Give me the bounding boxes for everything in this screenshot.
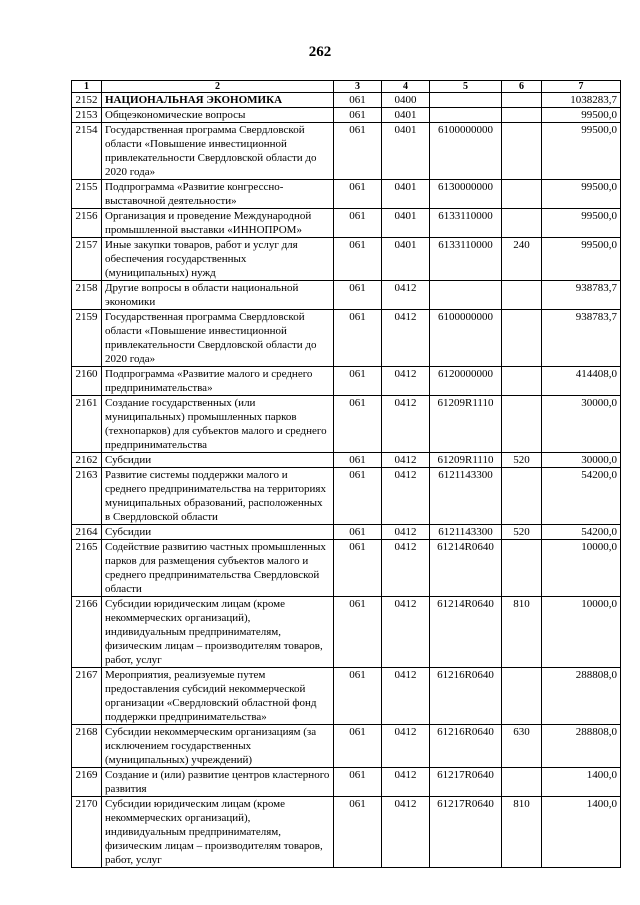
row-target-article: 6133110000 <box>430 209 502 238</box>
row-name: Субсидии <box>102 453 334 468</box>
row-expense-type: 520 <box>502 453 542 468</box>
row-number: 2160 <box>72 367 102 396</box>
row-expense-type <box>502 310 542 367</box>
row-amount: 54200,0 <box>542 468 621 525</box>
row-grbs: 061 <box>334 668 382 725</box>
row-target-article: 61209R1110 <box>430 396 502 453</box>
row-grbs: 061 <box>334 367 382 396</box>
row-number: 2153 <box>72 108 102 123</box>
row-name: Субсидии юридическим лицам (кроме некоммерческих организаций), индивидуальным предпринимателям, физическим лицам – производителям товаров, работ, услуг <box>102 597 334 668</box>
column-header: 7 <box>542 81 621 93</box>
row-amount: 1400,0 <box>542 797 621 868</box>
table-row <box>72 238 621 281</box>
row-name: Подпрограмма «Развитие малого и среднего предпринимательства» <box>102 367 334 396</box>
row-target-article: 6133110000 <box>430 238 502 281</box>
row-name: Иные закупки товаров, работ и услуг для обеспечения государственных (муниципальных) нужд <box>102 238 334 281</box>
row-grbs: 061 <box>334 238 382 281</box>
table-row <box>72 93 621 108</box>
row-grbs: 061 <box>334 209 382 238</box>
row-number: 2167 <box>72 668 102 725</box>
row-amount: 99500,0 <box>542 180 621 209</box>
row-target-article: 61217R0640 <box>430 797 502 868</box>
row-section: 0401 <box>382 108 430 123</box>
row-amount: 414408,0 <box>542 367 621 396</box>
row-amount: 938783,7 <box>542 281 621 310</box>
row-target-article: 6100000000 <box>430 123 502 180</box>
row-expense-type <box>502 396 542 453</box>
row-target-article: 61214R0640 <box>430 540 502 597</box>
row-grbs: 061 <box>334 597 382 668</box>
row-section: 0412 <box>382 281 430 310</box>
row-number: 2154 <box>72 123 102 180</box>
row-expense-type <box>502 123 542 180</box>
row-grbs: 061 <box>334 768 382 797</box>
column-header: 3 <box>334 81 382 93</box>
row-amount: 54200,0 <box>542 525 621 540</box>
row-number: 2162 <box>72 453 102 468</box>
row-number: 2158 <box>72 281 102 310</box>
row-number: 2165 <box>72 540 102 597</box>
row-name: Государственная программа Свердловской области «Повышение инвестиционной привлекательности Свердловской области до 2020 года» <box>102 123 334 180</box>
row-section: 0401 <box>382 238 430 281</box>
table-row <box>72 768 621 797</box>
table-row <box>72 468 621 525</box>
row-number: 2163 <box>72 468 102 525</box>
row-expense-type <box>502 768 542 797</box>
table-row <box>72 180 621 209</box>
table-row <box>72 668 621 725</box>
row-number: 2159 <box>72 310 102 367</box>
row-expense-type <box>502 367 542 396</box>
row-section: 0412 <box>382 797 430 868</box>
row-name: Другие вопросы в области национальной экономики <box>102 281 334 310</box>
row-expense-type <box>502 281 542 310</box>
column-header: 6 <box>502 81 542 93</box>
row-name: Субсидии некоммерческим организациям (за исключением государственных (муниципальных) учреждений) <box>102 725 334 768</box>
row-target-article: 61209R1110 <box>430 453 502 468</box>
row-expense-type: 630 <box>502 725 542 768</box>
row-amount: 99500,0 <box>542 209 621 238</box>
row-section: 0400 <box>382 93 430 108</box>
row-number: 2170 <box>72 797 102 868</box>
row-number: 2168 <box>72 725 102 768</box>
table-row <box>72 123 621 180</box>
row-amount: 288808,0 <box>542 668 621 725</box>
row-section: 0412 <box>382 468 430 525</box>
table-row <box>72 367 621 396</box>
row-number: 2169 <box>72 768 102 797</box>
row-target-article: 6121143300 <box>430 525 502 540</box>
row-grbs: 061 <box>334 180 382 209</box>
row-name: Организация и проведение Международной промышленной выставки «ИННОПРОМ» <box>102 209 334 238</box>
row-section: 0412 <box>382 310 430 367</box>
row-expense-type: 810 <box>502 797 542 868</box>
row-grbs: 061 <box>334 725 382 768</box>
page-number: 262 <box>308 44 332 60</box>
column-number-row <box>72 81 621 93</box>
row-section: 0412 <box>382 525 430 540</box>
row-expense-type: 520 <box>502 525 542 540</box>
row-target-article: 61216R0640 <box>430 725 502 768</box>
row-number: 2156 <box>72 209 102 238</box>
table-row <box>72 525 621 540</box>
row-section: 0412 <box>382 540 430 597</box>
row-number: 2152 <box>72 93 102 108</box>
row-amount: 1038283,7 <box>542 93 621 108</box>
row-grbs: 061 <box>334 310 382 367</box>
row-grbs: 061 <box>334 468 382 525</box>
row-section: 0412 <box>382 367 430 396</box>
row-target-article: 6121143300 <box>430 468 502 525</box>
row-name: Мероприятия, реализуемые путем предоставления субсидий некоммерческой организации «Свердловский областной фонд поддержки предпринимательства» <box>102 668 334 725</box>
row-section: 0412 <box>382 597 430 668</box>
row-amount: 10000,0 <box>542 597 621 668</box>
table-body <box>72 93 621 868</box>
row-amount: 10000,0 <box>542 540 621 597</box>
row-amount: 1400,0 <box>542 768 621 797</box>
row-section: 0412 <box>382 396 430 453</box>
row-number: 2155 <box>72 180 102 209</box>
row-expense-type: 240 <box>502 238 542 281</box>
row-section: 0412 <box>382 768 430 797</box>
column-header: 5 <box>430 81 502 93</box>
row-expense-type <box>502 209 542 238</box>
row-target-article <box>430 108 502 123</box>
row-expense-type: 810 <box>502 597 542 668</box>
row-section: 0412 <box>382 668 430 725</box>
row-grbs: 061 <box>334 123 382 180</box>
budget-table <box>71 80 621 868</box>
row-grbs: 061 <box>334 453 382 468</box>
row-grbs: 061 <box>334 525 382 540</box>
row-section: 0412 <box>382 453 430 468</box>
table-row <box>72 310 621 367</box>
row-target-article: 61214R0640 <box>430 597 502 668</box>
table-row <box>72 108 621 123</box>
row-name: Содействие развитию частных промышленных парков для размещения субъектов малого и среднего предпринимательства Свердловской области <box>102 540 334 597</box>
row-number: 2161 <box>72 396 102 453</box>
row-expense-type <box>502 180 542 209</box>
row-target-article <box>430 281 502 310</box>
row-target-article: 6130000000 <box>430 180 502 209</box>
row-name: Общеэкономические вопросы <box>102 108 334 123</box>
row-target-article: 61216R0640 <box>430 668 502 725</box>
row-name: Субсидии <box>102 525 334 540</box>
row-target-article: 6120000000 <box>430 367 502 396</box>
row-amount: 30000,0 <box>542 396 621 453</box>
row-name: Создание и (или) развитие центров кластерного развития <box>102 768 334 797</box>
row-grbs: 061 <box>334 281 382 310</box>
column-header: 1 <box>72 81 102 93</box>
row-grbs: 061 <box>334 540 382 597</box>
row-target-article: 6100000000 <box>430 310 502 367</box>
row-expense-type <box>502 540 542 597</box>
row-section: 0412 <box>382 725 430 768</box>
row-number: 2166 <box>72 597 102 668</box>
table-row <box>72 281 621 310</box>
table-row <box>72 453 621 468</box>
column-header: 4 <box>382 81 430 93</box>
row-section: 0401 <box>382 209 430 238</box>
row-expense-type <box>502 468 542 525</box>
row-number: 2164 <box>72 525 102 540</box>
row-target-article: 61217R0640 <box>430 768 502 797</box>
row-expense-type <box>502 93 542 108</box>
row-amount: 288808,0 <box>542 725 621 768</box>
column-header: 2 <box>102 81 334 93</box>
row-name: Создание государственных (или муниципальных) промышленных парков (технопарков) для субъектов малого и среднего предпринимательства <box>102 396 334 453</box>
table-row <box>72 597 621 668</box>
table-row <box>72 725 621 768</box>
row-name: Субсидии юридическим лицам (кроме некоммерческих организаций), индивидуальным предпринимателям, физическим лицам – производителям товаров, работ, услуг <box>102 797 334 868</box>
row-section: 0401 <box>382 180 430 209</box>
row-expense-type <box>502 108 542 123</box>
row-section: 0401 <box>382 123 430 180</box>
row-amount: 99500,0 <box>542 238 621 281</box>
row-amount: 30000,0 <box>542 453 621 468</box>
row-amount: 99500,0 <box>542 123 621 180</box>
row-grbs: 061 <box>334 108 382 123</box>
row-name: Государственная программа Свердловской области «Повышение инвестиционной привлекательности Свердловской области до 2020 года» <box>102 310 334 367</box>
row-name: НАЦИОНАЛЬНАЯ ЭКОНОМИКА <box>102 93 334 108</box>
table-row <box>72 396 621 453</box>
row-grbs: 061 <box>334 93 382 108</box>
row-amount: 99500,0 <box>542 108 621 123</box>
table-row <box>72 209 621 238</box>
table-row <box>72 540 621 597</box>
row-name: Развитие системы поддержки малого и среднего предпринимательства на территориях муниципальных образований, расположенных в Свердловской области <box>102 468 334 525</box>
row-grbs: 061 <box>334 797 382 868</box>
row-name: Подпрограмма «Развитие конгрессно-выставочной деятельности» <box>102 180 334 209</box>
row-amount: 938783,7 <box>542 310 621 367</box>
row-expense-type <box>502 668 542 725</box>
row-number: 2157 <box>72 238 102 281</box>
row-target-article <box>430 93 502 108</box>
table-row <box>72 797 621 868</box>
row-grbs: 061 <box>334 396 382 453</box>
